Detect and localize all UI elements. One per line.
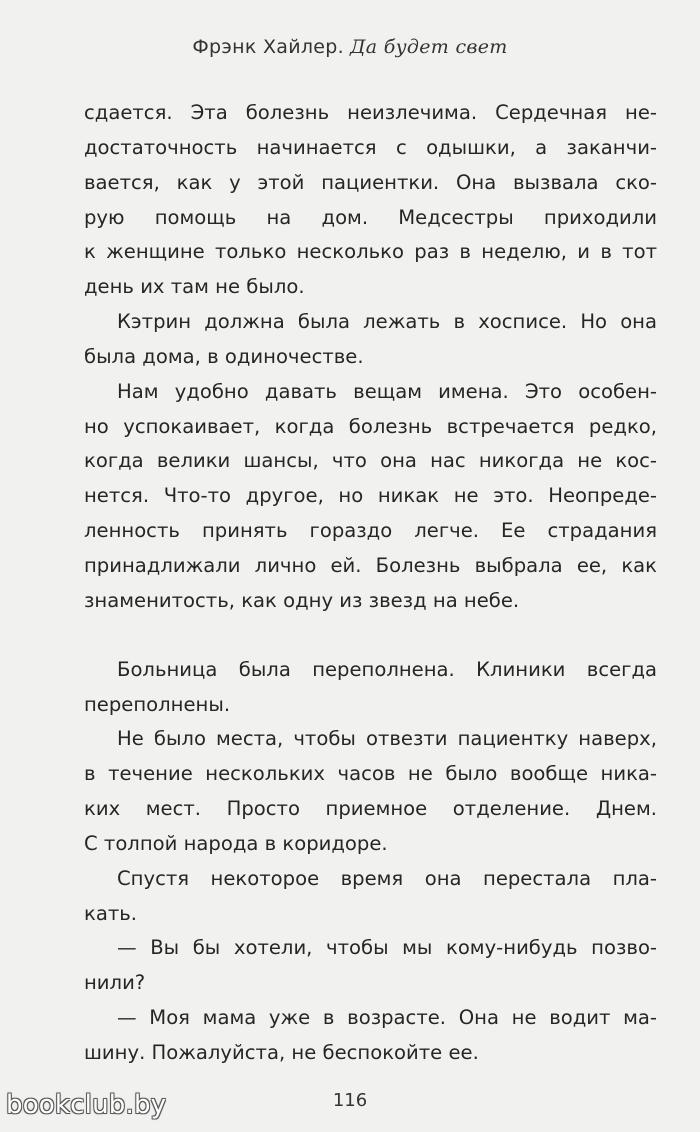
text-line: кать. xyxy=(84,901,138,925)
header-author: Фрэнк Хайлер. xyxy=(192,36,344,58)
text-line: к женщине только несколько раз в неделю, и в тот xyxy=(84,240,657,264)
text-line: знаменитость, как одну из звезд на небе. xyxy=(84,588,520,612)
text-line: но успокаивает, когда болезнь встречается редко, xyxy=(84,414,657,438)
text-line: Не было места, чтобы отвезти пациентку наверх, xyxy=(117,727,657,751)
paragraph xyxy=(84,1001,657,1071)
text-line: была дома, в одиночестве. xyxy=(84,344,364,368)
text-line: день их там не было. xyxy=(84,275,305,299)
text-line: ленность принять гораздо легче. Ее страдания xyxy=(84,519,657,543)
text-line: Нам удобно давать вещам имена. Это особен- xyxy=(117,379,657,403)
text-line: Спустя некоторое время она перестала пла- xyxy=(117,866,657,890)
section-break xyxy=(84,619,657,653)
text-line: рую помощь на дом. Медсестры приходили xyxy=(84,205,657,229)
text-line: ких мест. Просто приемное отделение. Днем. xyxy=(84,797,657,821)
paragraph xyxy=(84,862,657,932)
text-line: достаточность начинается с одышки, а заканчи- xyxy=(84,135,657,159)
text-line: сдается. Эта болезнь неизлечима. Сердечная не- xyxy=(84,101,657,124)
text-line: С толпой народа в коридоре. xyxy=(84,831,388,855)
text-line: в течение нескольких часов не было вообще ника- xyxy=(84,762,657,786)
text-line: вается, как у этой пациентки. Она вызвала ско- xyxy=(84,170,657,194)
paragraph xyxy=(84,653,657,723)
page-number: 116 xyxy=(332,1090,368,1111)
text-line: — Вы бы хотели, чтобы мы кому-нибудь позво- xyxy=(117,936,657,960)
text-line: Больница была переполнена. Клиники всегда xyxy=(117,657,657,681)
text-line: нили? xyxy=(84,971,146,995)
header-book-title: Да будет свет xyxy=(349,36,508,58)
watermark-text: bookclub.by xyxy=(6,1090,167,1120)
text-line: когда велики шансы, что она нас никогда не кос- xyxy=(84,449,657,473)
text-line: шину. Пожалуйста, не беспокойте ее. xyxy=(84,1040,479,1064)
text-line: переполнены. xyxy=(84,692,231,716)
paragraph xyxy=(84,931,657,1001)
body-text xyxy=(84,96,657,1071)
text-line: принадлижали лично ей. Болезнь выбрала ее, как xyxy=(84,553,657,577)
text-line: — Моя мама уже в возрасте. Она не водит ма- xyxy=(117,1006,657,1030)
paragraph xyxy=(84,96,657,305)
paragraph xyxy=(84,722,657,861)
paragraph xyxy=(84,375,657,619)
running-header xyxy=(0,36,700,58)
text-line: Кэтрин должна была лежать в хосписе. Но она xyxy=(117,310,657,334)
paragraph xyxy=(84,305,657,375)
text-line: нется. Что-то другое, но никак не это. Неопреде- xyxy=(84,484,657,508)
